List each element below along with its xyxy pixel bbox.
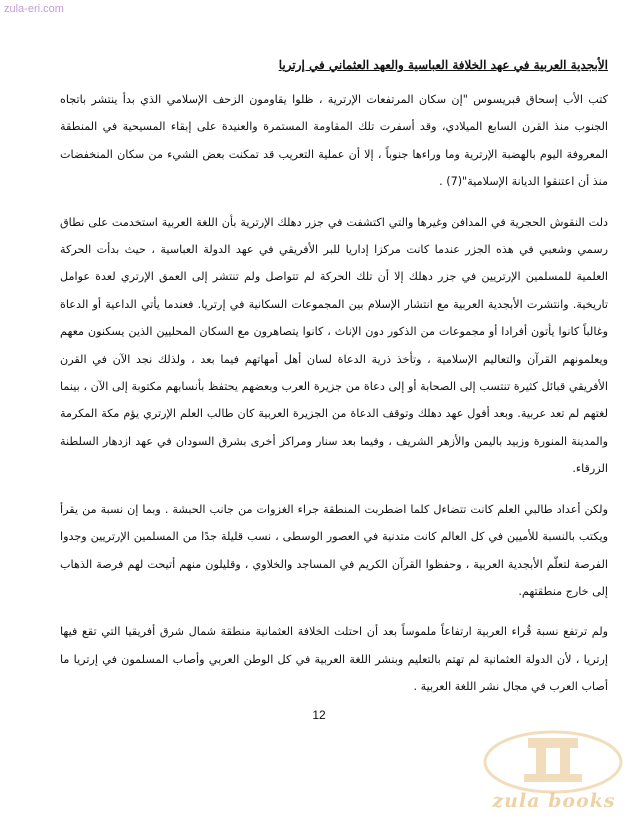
paragraph-3: ولكن أعداد طالبي العلم كانت تتضاءل كلما اضطربت المنطقة جراء الغزوات من جانب الحبشة . وبما إن نسبة من يقرأ ويكتب بالنسبة للأميين في كل العالم كانت متدنية في العصور الوسطى ، نسب قليلة جدًا من المسلمين الإرتريين وجدوا الفرصة لتعلّم الأبجدية العربية ، وحفظوا القرآن الكريم في المساجد والخلاوي ، وقليلون منهم أتيحت لهم فرصة الذهاب إلى خارج منطقتهم.	[60, 502, 608, 598]
paragraph-1: كتب الأب إسحاق قبريسوس "إن سكان المرتفعات الإرترية ، ظلوا يقاومون الزحف الإسلامي الذي بدأ ينتشر باتجاه الجنوب منذ القرن السابع الميلادي، وقد أسفرت تلك المقاومة المستمرة والعنيدة على إبقاء المسيحية في المنطقة المعروفة اليوم بالهضبة الإرترية وما وراءها جنوباً ، إلا أن عملية التعريب قد تمكنت بعض الشيء من سكان المنخفضات منذ أن اعتنقوا الديانة الإسلامية"(7) .	[60, 93, 608, 189]
book-stack-icon	[478, 716, 628, 796]
paragraph-4: ولم ترتفع نسبة قُراء العربية ارتفاعاً ملموساً بعد أن احتلت الخلافة العثمانية منطقة شمال شرق أفريقيا التي تقع فيها إرتريا ، لأن الدولة العثمانية لم تهتم بالتعليم وبنشر اللغة العربية في كل الوطن العربي وأصاب المسلمون في إرتريا ما أصاب العرب في مجال نشر اللغة العربية .	[60, 625, 608, 694]
paragraph-2: دلت النقوش الحجرية في المدافن وغيرها والتي اكتشفت في جزر دهلك الإرترية بأن اللغة العربية استخدمت على نطاق رسمي وشعبي في هذه الجزر عندما كانت مركزا إداريا للبر الأفريقي في عهد الدولة العباسية ، حيث بدأت الحركة العلمية للمسلمين الإرتريين في جزر دهلك إلا أن تلك الحركة لم تتواصل ولم تنتشر إلى العمق الإرتري لعدة عوامل تاريخية. وانتشرت الأبجدية العربية مع انتشار الإسلام بين المجموعات السكانية في إرتريا. فعندما يأتي الداعية أو الدعاة وغالباً كانوا يأتون أفرادا أو مجموعات من الذكور دون الإناث ، كانوا يتصاهرون مع السكان المحليين الذين يسكنون معهم ويعلمونهم القرآن والتعاليم الإسلامية ، وتأخذ ذرية الدعاة لسان أهل أمهاتهم فيما بعد ، ولذلك نجد الآن في القرن الأفريقي قبائل كثيرة تنتسب إلى الصحابة أو إلى دعاة من جزيرة العرب وبعضهم يحتفظ بأنسابهم مكتوبة إلى الآن ، بينما لغتهم لم تعد عربية. وبعد أفول عهد دهلك وتوقف الدعاة من الجزيرة العربية كان طالب العلم الإرتري يؤم مكة المكرمة والمدينة المنورة وزبيد باليمن والأزهر الشريف ، وفيما بعد سنار ومراكز أخرى بشرق السودان في عهد ازدهار السلطنة الزرقاء.	[60, 215, 608, 476]
publisher-logo	[478, 716, 628, 820]
site-watermark: zula-eri.com	[4, 3, 64, 15]
document-body	[60, 58, 608, 714]
logo-text: zula books	[492, 790, 616, 812]
page-number: 12	[312, 708, 326, 722]
page-title: الأبجدية العربية في عهد الخلافة العباسية والعهد العثماني في إرتريا	[278, 58, 608, 72]
